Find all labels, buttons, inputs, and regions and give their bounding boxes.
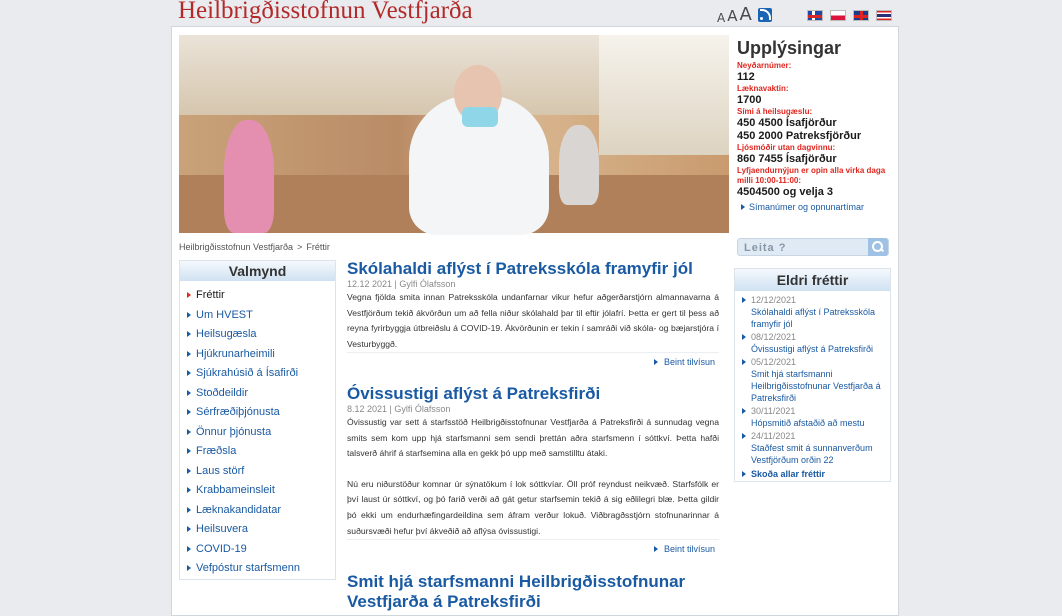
menu-item-label: Heilsuvera: [196, 523, 248, 535]
permalink-label: Beint tilvísun: [663, 544, 715, 555]
arrow-right-icon: [187, 292, 191, 298]
arrow-right-icon: [742, 471, 746, 477]
hero-person: [559, 125, 599, 205]
arrow-right-icon: [187, 546, 191, 552]
menu-item-heilsugaesla[interactable]: [180, 325, 335, 345]
menu-item-hjukrunarheimili[interactable]: [180, 345, 335, 365]
menu-item-onnur-thjonusta[interactable]: [180, 423, 335, 443]
menu-item-stoddeildir[interactable]: [180, 384, 335, 404]
info-label: Ljósmóðir utan dagvinnu:: [737, 143, 836, 152]
permalink-label: Beint tilvísun: [663, 357, 715, 368]
menu-item-label: Stoðdeildir: [196, 386, 248, 399]
arrow-right-icon: [187, 487, 191, 493]
arrow-right-icon: [187, 409, 191, 415]
arrow-right-icon: [741, 204, 745, 210]
older-news-all[interactable]: [735, 468, 890, 480]
older-news-date: 24/11/2021: [751, 431, 796, 441]
older-news-link[interactable]: Staðfest smit á sunnanverðum Vestfjörðum orðin 22: [751, 443, 873, 465]
older-news-link[interactable]: Óvissustigi aflýst á Patreksfirði: [751, 344, 874, 354]
arrow-right-icon: [742, 359, 746, 365]
search-icon[interactable]: [868, 238, 888, 256]
info-value: 112: [737, 71, 755, 83]
menu-item-label: Krabbameinsleit: [196, 484, 275, 496]
info-value: 4504500 og velja 3: [737, 186, 834, 198]
menu-item-heilsuvera[interactable]: [180, 520, 335, 540]
older-news-item[interactable]: [735, 294, 890, 330]
info-value: 450 4500 Ísafjörður: [737, 117, 837, 129]
arrow-right-icon: [187, 312, 191, 318]
menu-item-frettir[interactable]: [180, 286, 335, 306]
article-footer: [347, 539, 719, 559]
flag-poland-icon[interactable]: [830, 10, 846, 21]
article-body: Nú eru niðurstöður komnar úr sýnatökum í lok sóttkvíar. Öll próf reyndust neikvæð. Starfsfólk er því laust úr sóttkví, og þó farið verði að gát getur starfsemin tekið á sig eðlilegri blæ. Þetta gildir þó ekki um endurhæfingardeildina sem áfram verður lokuð. Viðbragðsstjórn stofnunarinnar á suðursvæði hefur því ákveðið að aflýsa óvissustigi.: [347, 478, 719, 536]
article-footer: [347, 352, 719, 372]
menu-item-laeknakandidatar[interactable]: [180, 501, 335, 521]
menu-item-label: Um HVEST: [196, 308, 253, 321]
article-body: Vegna fjölda smita innan Patreksskóla undanfarnar vikur hefur aðgerðarstjórn almannavarna á Vestfjörðum tekið ákvörðun um að fella niður skólahald þar til eftir jólafrí. Þetta er gert til þess að reyna fyrirbyggja útbreiðslu á COVID-19. Ákvörðunin er tekin í samráði við skóla- og bæjarstjóra í Vesturbyggð.: [347, 292, 719, 349]
all-news-link[interactable]: Skoða allar fréttir: [751, 469, 826, 479]
info-label: Sími á heilsugæslu:: [737, 107, 813, 116]
arrow-right-icon: [742, 334, 746, 340]
hero-face-mask: [462, 107, 498, 127]
menu-item-label: Laus störf: [196, 464, 245, 477]
menu-title: Valmynd: [180, 261, 335, 281]
search-input[interactable]: [744, 240, 864, 255]
article-meta: 8.12 2021 | Gylfi Ólafsson: [347, 404, 451, 414]
menu-item-vefpostur[interactable]: [180, 559, 335, 579]
arrow-right-icon: [654, 546, 658, 552]
article-title[interactable]: Óvissustigi aflýst á Patreksfirði: [347, 384, 601, 403]
older-news-date: 12/12/2021: [751, 295, 797, 305]
news-article: [347, 259, 719, 372]
info-label: Læknavaktin:: [737, 84, 789, 93]
phone-hours-link-label: Símanúmer og opnunartímar: [749, 202, 865, 212]
hero-window: [599, 35, 729, 155]
menu-item-label: Vefpóstur starfsmenn: [196, 562, 300, 574]
menu-item-covid-19[interactable]: [180, 540, 335, 560]
older-news-link[interactable]: Skólahaldi aflýst í Patreksskóla framyfir jól: [751, 307, 876, 329]
site-title[interactable]: Heilbrigðisstofnun Vestfjarða: [178, 0, 473, 24]
arrow-right-icon: [654, 359, 658, 365]
older-news-date: 08/12/2021: [751, 332, 797, 342]
older-news-box: [734, 268, 891, 482]
older-news-title: Eldri fréttir: [735, 269, 890, 291]
older-news-item[interactable]: [735, 356, 890, 404]
arrow-right-icon: [187, 565, 191, 571]
arrow-right-icon: [187, 351, 191, 357]
arrow-right-icon: [187, 429, 191, 435]
font-size-large-button[interactable]: A: [739, 4, 752, 25]
info-panel: [737, 38, 897, 212]
arrow-right-icon: [742, 297, 746, 303]
menu-item-label: Heilsugæsla: [196, 328, 257, 340]
arrow-right-icon: [187, 390, 191, 396]
menu-item-fraedsla[interactable]: [180, 442, 335, 462]
info-value: 450 2000 Patreksfjörður: [737, 130, 862, 142]
info-label: Lyfjaendurnýjun er opin alla virka daga milli 10:00-11:00:: [737, 166, 886, 185]
news-article: [347, 384, 719, 559]
older-news-date: 05/12/2021: [751, 357, 797, 367]
rss-icon[interactable]: [758, 8, 772, 22]
menu-item-label: Fræðsla: [196, 445, 237, 457]
menu-item-um-hvest[interactable]: [180, 306, 335, 326]
hero-person: [224, 120, 274, 233]
menu-item-label: Fréttir: [196, 289, 225, 301]
info-value: 860 7455 Ísafjörður: [737, 153, 837, 165]
menu-item-krabbameinsleit[interactable]: [180, 481, 335, 501]
info-title: Upplýsingar: [737, 38, 842, 58]
info-label: Neyðarnúmer:: [737, 61, 792, 70]
article-title[interactable]: Skólahaldi aflýst í Patreksskóla framyfir jól: [347, 259, 693, 278]
menu-item-label: Sjúkrahúsið á Ísafirði: [196, 367, 299, 379]
blank-icon: [776, 10, 788, 24]
breadcrumb-home[interactable]: Heilbrigðisstofnun Vestfjarða: [179, 242, 294, 252]
menu-item-label: COVID-19: [196, 542, 247, 555]
font-size-small-button[interactable]: A: [717, 11, 726, 25]
font-size-medium-button[interactable]: A: [727, 7, 738, 25]
older-news-item[interactable]: [735, 331, 890, 355]
menu-item-label: Önnur þjónusta: [196, 425, 272, 438]
arrow-right-icon: [742, 408, 746, 414]
menu-item-label: Sérfræðiþjónusta: [196, 406, 280, 418]
permalink-link[interactable]: [654, 544, 715, 554]
breadcrumb: [179, 242, 330, 252]
header-tools: [717, 4, 892, 24]
main-menu: [179, 260, 336, 580]
arrow-right-icon: [187, 331, 191, 337]
breadcrumb-separator: >: [297, 242, 303, 252]
menu-item-sjukrahusid[interactable]: [180, 364, 335, 384]
article-meta: 12.12 2021 | Gylfi Ólafsson: [347, 279, 456, 289]
info-value: 1700: [737, 94, 762, 106]
menu-item-serfraedithjonusta[interactable]: [180, 403, 335, 423]
older-news-link[interactable]: Smit hjá starfsmanni Heilbrigðisstofnunar Vestfjarða á Patreksfirði: [751, 369, 881, 403]
breadcrumb-current[interactable]: Fréttir: [306, 242, 330, 252]
search-box: [737, 238, 889, 256]
menu-item-label: Læknakandidatar: [196, 503, 282, 516]
older-news-link[interactable]: Hópsmitið afstaðið að mestu: [751, 418, 865, 428]
older-news-date: 30/11/2021: [751, 406, 796, 416]
flag-thailand-icon[interactable]: [876, 10, 892, 21]
flag-iceland-icon[interactable]: [807, 10, 823, 21]
older-news-item[interactable]: [735, 405, 890, 429]
arrow-right-icon: [187, 448, 191, 454]
arrow-right-icon: [187, 507, 191, 513]
news-article: [347, 572, 719, 612]
arrow-right-icon: [187, 370, 191, 376]
arrow-right-icon: [742, 433, 746, 439]
older-news-item[interactable]: [735, 430, 890, 466]
permalink-link[interactable]: [654, 357, 715, 367]
menu-item-label: Hjúkrunarheimili: [196, 347, 275, 360]
article-title[interactable]: Smit hjá starfsmanni Heilbrigðisstofnunar Vestfjarða á Patreksfirði: [347, 572, 686, 611]
menu-item-laus-storf[interactable]: [180, 462, 335, 482]
article-body: Óvissustig var sett á starfsstöð Heilbrigðisstofnunar Vestfjarða á Patreksfirði á sunnudag vegna smits sem kom upp hjá starfsmanni sem sendi þrettán aðra starfsmenn í sóttkví. Þetta hafði talsverð áhrif á starfsemina alla en gekk þó upp með samstilltu átaki.: [347, 417, 719, 459]
phone-hours-link[interactable]: [737, 202, 897, 212]
arrow-right-icon: [187, 468, 191, 474]
flag-uk-icon[interactable]: [853, 10, 869, 21]
arrow-right-icon: [187, 526, 191, 532]
hero-image: [179, 35, 729, 233]
